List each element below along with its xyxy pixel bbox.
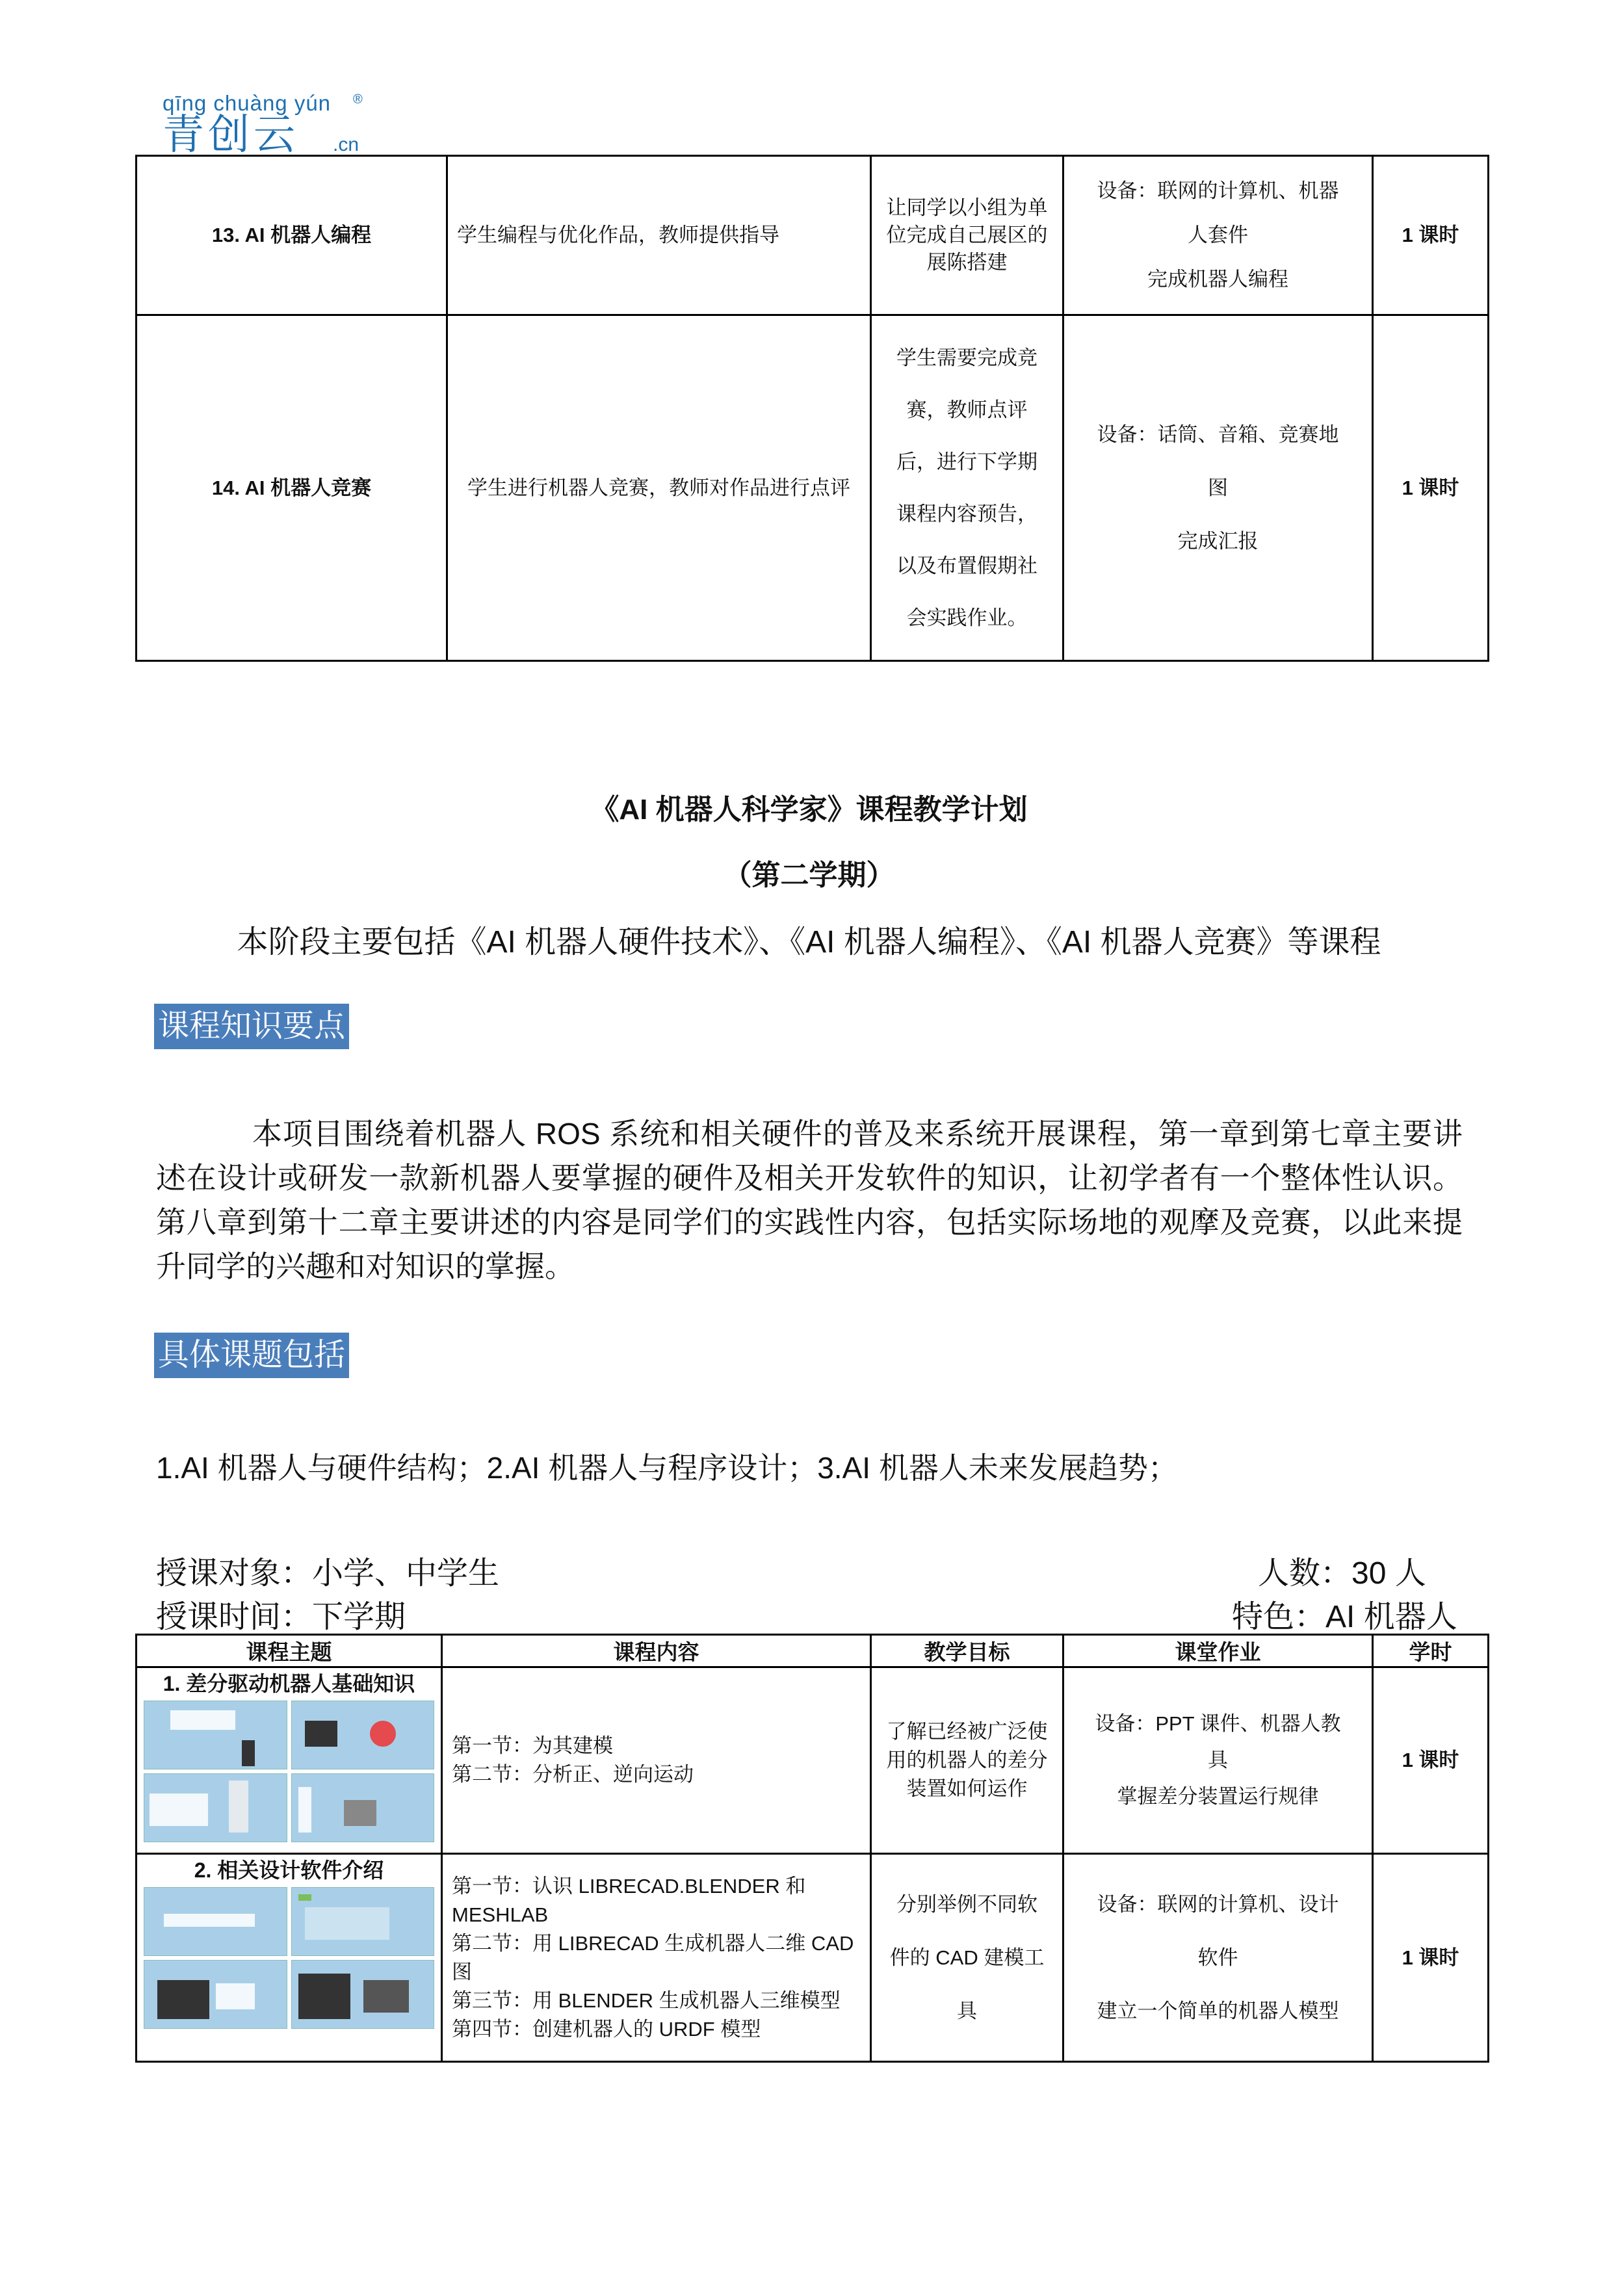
content-line: 第四节：创建机器人的 URDF 模型 [452, 2017, 761, 2041]
intro-text: 本阶段主要包括《AI 机器人硬件技术》、《AI 机器人编程》、《AI 机器人竞赛》等课程 [237, 925, 1381, 959]
slide-thumbnail-image [144, 1887, 287, 1956]
slide-thumbnail-image [291, 1887, 435, 1956]
goal-line: 赛，教师点评 [906, 398, 1028, 421]
slide-thumbnails [144, 1701, 434, 1842]
slide-thumbnails [144, 1887, 434, 2029]
logo [163, 91, 377, 156]
table-row [137, 315, 1489, 661]
homework-line: 完成机器人编程 [1147, 268, 1288, 291]
section-heading-knowledge: 课程知识要点 [154, 1004, 349, 1049]
logo-suffix: .cn [333, 134, 359, 155]
audience-info: 授课对象：小学、中学生 [156, 1556, 500, 1591]
homework-line: 设备：联网的计算机、机器 [1097, 179, 1339, 202]
hours-cell: 1 课时 [1373, 1854, 1489, 2062]
page-title: 《AI 机器人科学家》课程教学计划 [590, 794, 1028, 826]
hours-cell: 1 课时 [1373, 1667, 1489, 1854]
homework-line: 图 [1208, 476, 1228, 499]
feature-info: 特色：AI 机器人 [1232, 1600, 1457, 1634]
topic-cell: 13. AI 机器人编程 [137, 156, 447, 315]
hours-cell: 1 课时 [1373, 315, 1489, 661]
paragraph-text: 本项目围绕着机器人 ROS 系统和相关硬件的普及来系统开展课程，第一章到第七章主要讲述在设计或研发一款新机器人要掌握的硬件及相关开发软件的知识，让初学者有一个整体性认识。第八章到第十二章主要讲述的内容是同学们的实践性内容，包括实际场地的观摩及竞赛，以此来提升同学的兴趣和对知识的掌握。 [156, 1117, 1463, 1283]
slide-thumbnail-image [144, 1773, 287, 1842]
content-line: 第二节：用 LIBRECAD 生成机器人二维 CAD 图 [452, 1931, 854, 1983]
homework-line: 人套件 [1188, 224, 1248, 246]
content-cell: 学生进行机器人竞赛，教师对作品进行点评 [447, 315, 871, 661]
header-content: 课程内容 [442, 1635, 871, 1667]
goal-line: 件的 CAD 建模工 [889, 1946, 1045, 1969]
homework-line: 设备：PPT 课件、机器人教 [1095, 1712, 1341, 1735]
page-subtitle: （第二学期） [723, 859, 895, 891]
homework-line: 完成汇报 [1177, 529, 1259, 553]
topic-title: 2. 相关设计软件介绍 [194, 1859, 384, 1882]
header-homework: 课堂作业 [1063, 1635, 1373, 1667]
logo-pinyin: qīng chuàng yún [163, 91, 332, 115]
content-line: 第一节：为其建模 [452, 1734, 613, 1757]
goal-cell: 了解已经被广泛使用的机器人的差分装置如何运作 [871, 1667, 1063, 1854]
goal-cell: 让同学以小组为单位完成自己展区的展陈搭建 [871, 156, 1063, 315]
table-header-row [137, 1635, 1489, 1667]
goal-line: 学生需要完成竞 [896, 346, 1037, 369]
table-row [137, 1854, 1489, 2062]
homework-cell [1063, 156, 1373, 315]
count-info: 人数：30 人 [1258, 1556, 1426, 1591]
content-cell: 学生编程与优化作品，教师提供指导 [447, 156, 871, 315]
goal-line: 以及布置假期社 [896, 554, 1037, 577]
homework-line: 软件 [1197, 1946, 1238, 1969]
goal-cell [871, 315, 1063, 661]
homework-cell [1063, 315, 1373, 661]
homework-cell [1063, 1854, 1373, 2062]
header-hours: 学时 [1373, 1635, 1489, 1667]
goal-line: 课程内容预告， [896, 502, 1037, 525]
content-line: 第二节：分析正、逆向运动 [452, 1763, 694, 1786]
logo-registered-mark: ® [353, 92, 363, 107]
hours-cell: 1 课时 [1373, 156, 1489, 315]
slide-thumbnail-image [144, 1960, 287, 2029]
homework-line: 具 [1208, 1749, 1228, 1771]
knowledge-paragraph [156, 1112, 1463, 1288]
goal-line: 分别举例不同软 [896, 1892, 1037, 1916]
content-line: 第三节：用 BLENDER 生成机器人三维模型 [452, 1989, 841, 2012]
header-goal: 教学目标 [871, 1635, 1063, 1667]
topic-cell [137, 1854, 442, 2062]
schedule-table [135, 1634, 1489, 2063]
topics-list: 1.AI 机器人与硬件结构；2.AI 机器人与程序设计；3.AI 机器人未来发展趋势； [156, 1451, 1178, 1485]
homework-line: 设备：联网的计算机、设计 [1097, 1892, 1339, 1916]
table-row [137, 156, 1489, 315]
content-line: 第一节：认识 LIBRECAD.BLENDER 和 MESHLAB [452, 1874, 806, 1926]
time-info: 授课时间：下学期 [156, 1600, 406, 1634]
homework-cell [1063, 1667, 1373, 1854]
content-cell [442, 1854, 871, 2062]
goal-line: 后，进行下学期 [896, 450, 1037, 473]
homework-line: 掌握差分装置运行规律 [1117, 1785, 1319, 1808]
slide-thumbnail-image [291, 1773, 435, 1842]
topic-cell [137, 1667, 442, 1854]
topic-cell: 14. AI 机器人竞赛 [137, 315, 447, 661]
goal-line: 会实践作业。 [906, 606, 1028, 629]
content-cell [442, 1667, 871, 1854]
schedule-table-continued [135, 155, 1489, 662]
table-row [137, 1667, 1489, 1854]
homework-line: 建立一个简单的机器人模型 [1097, 1999, 1339, 2022]
slide-thumbnail-image [144, 1701, 287, 1769]
topic-title: 1. 差分驱动机器人基础知识 [163, 1672, 415, 1695]
goal-cell [871, 1854, 1063, 2062]
homework-line: 设备：话筒、音箱、竞赛地 [1097, 423, 1339, 446]
header-topic: 课程主题 [137, 1635, 442, 1667]
slide-thumbnail-image [291, 1960, 435, 2029]
logo-text: 青创云 [163, 111, 299, 158]
slide-thumbnail-image [291, 1701, 435, 1769]
section-heading-topics: 具体课题包括 [154, 1333, 349, 1378]
goal-line: 具 [957, 1999, 977, 2022]
